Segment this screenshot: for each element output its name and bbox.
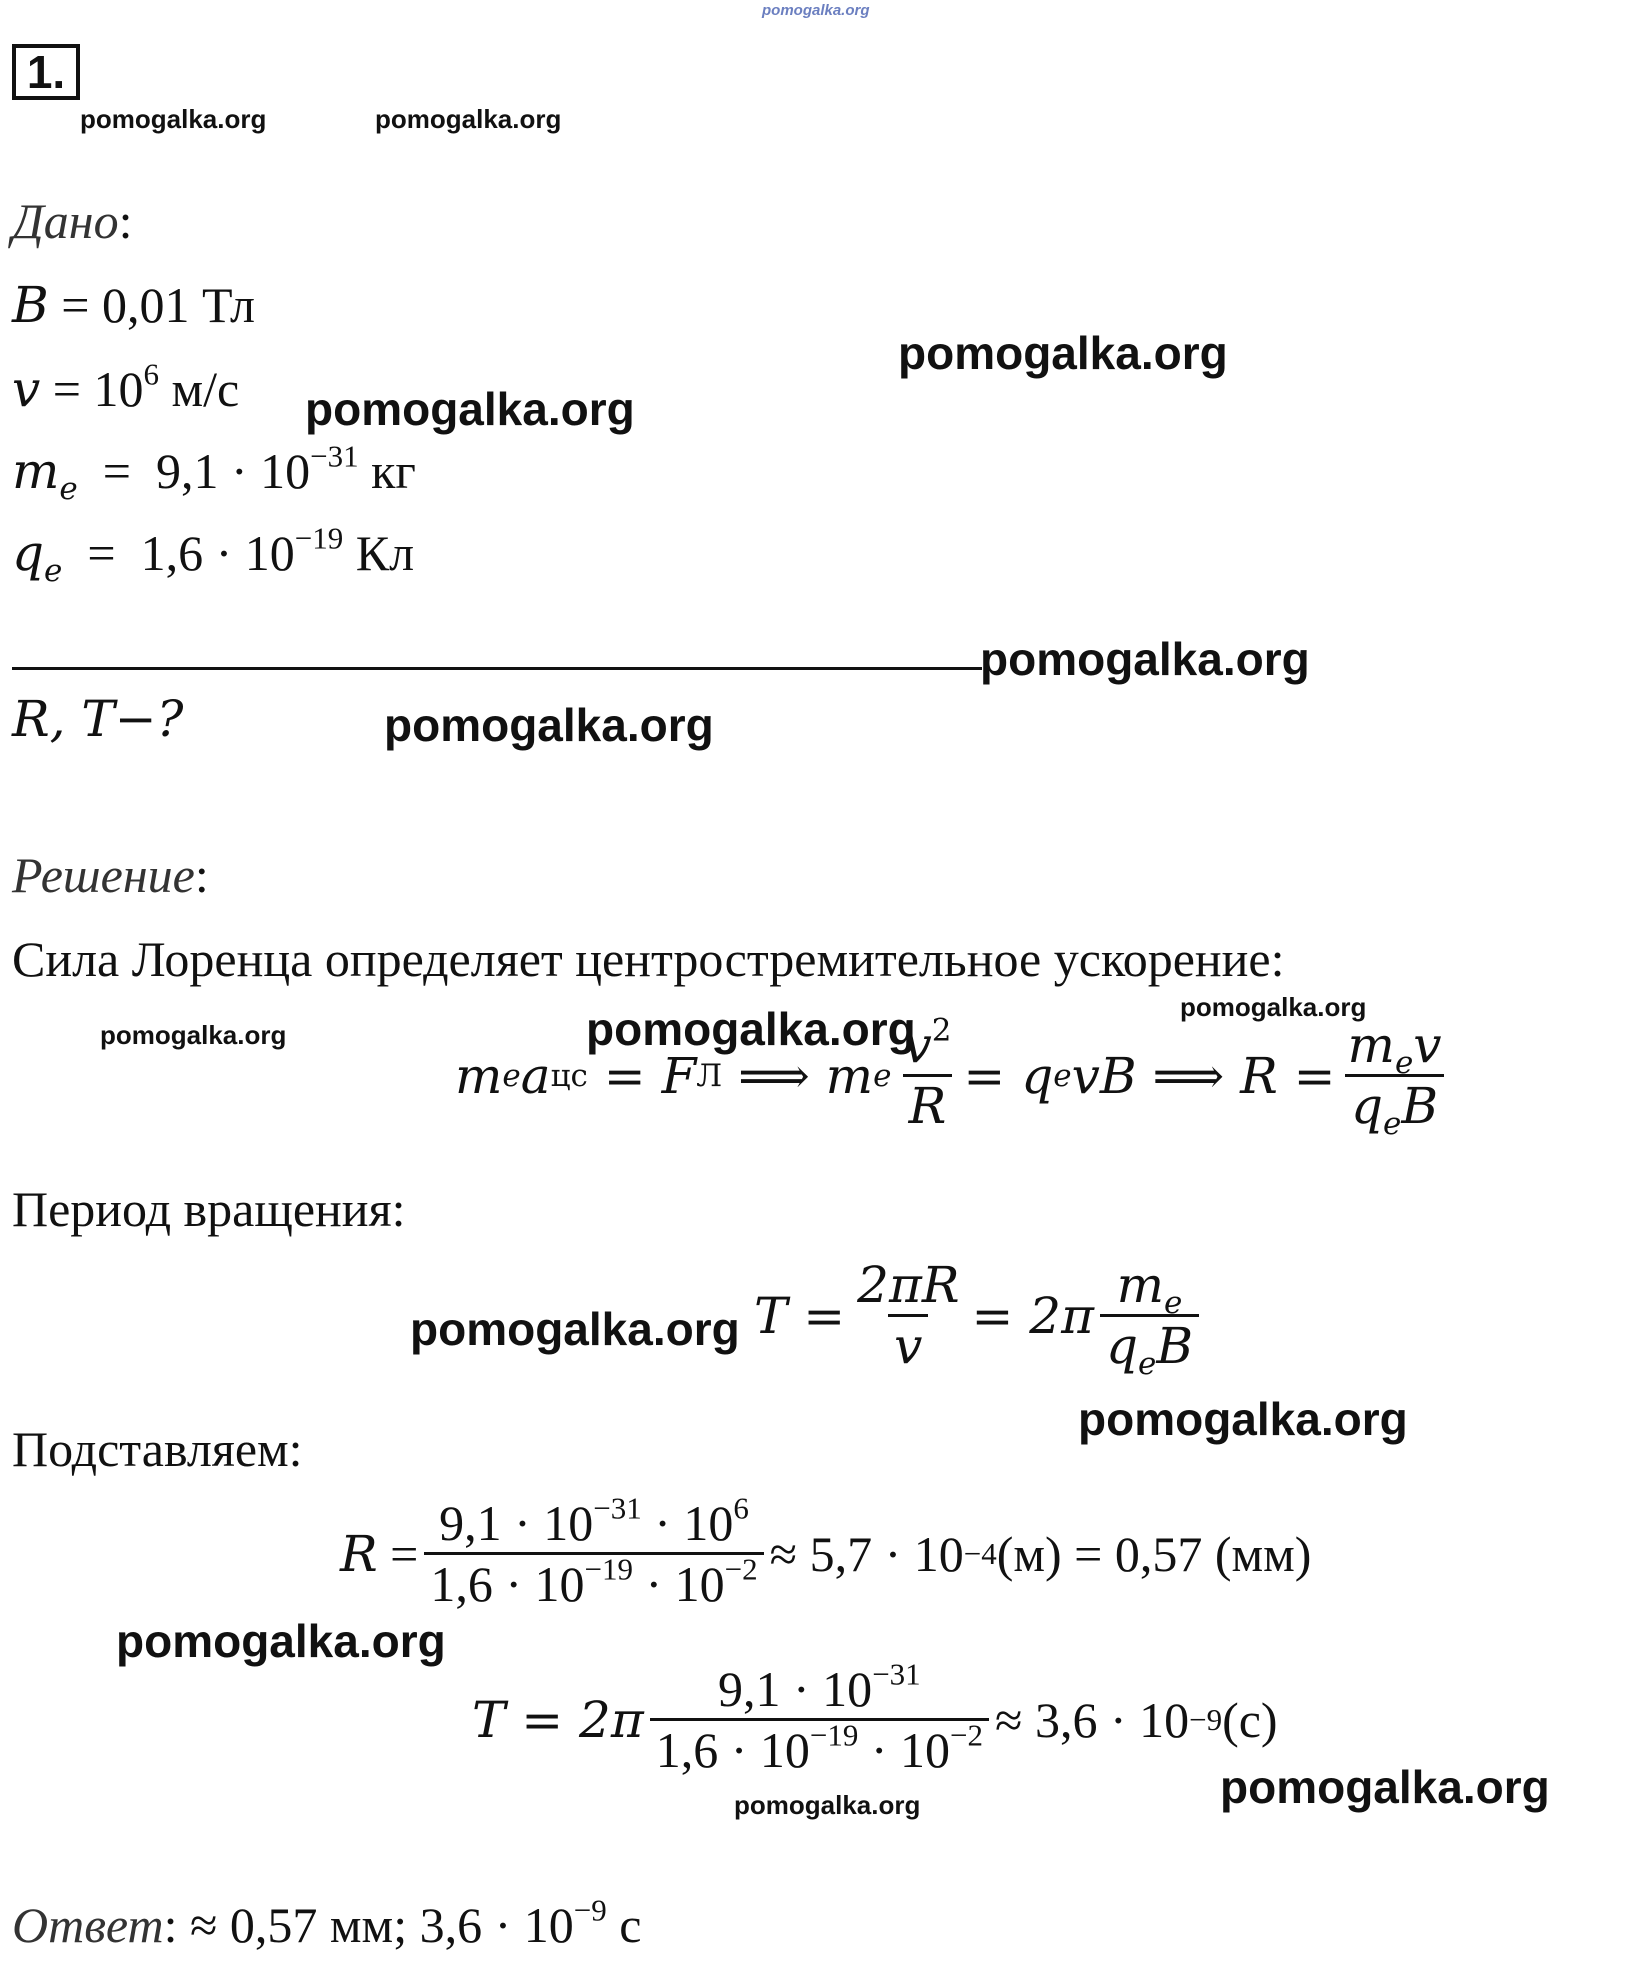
equation-period: T = $\frac{2\pi R}{v}$ = 2π $\frac{m_e}{q_eB}$ [754,1256,1205,1375]
watermark: pomogalka.org [586,1003,916,1055]
lorentz-text: Сила Лоренца определяет центростремительное ускорение: [12,931,1285,987]
watermark: pomogalka.org [1220,1761,1550,1813]
given-v: $v = 10^6$ м/с [12,356,240,418]
watermark: pomogalka.org [375,104,562,134]
given-qe: $q_e = 1,6 \cdot 10^{-19}$ Кл [12,520,415,589]
find: R, T−? [12,690,184,748]
solution-heading: Решение: [12,847,209,903]
divider [12,667,982,670]
watermark-top: pomogalka.org [762,2,870,19]
calc-R: R = $\frac{9,1 \cdot 10^{-31} \cdot 10^6}{1,6 \cdot 10^{-19} \cdot 10^{-2}}$ ≈ 5,7 · 10 −4 (м) = 0,57 (мм) [340,1490,1312,1612]
given-me: $m_e = 9,1 \cdot 10^{-31}$ кг [12,438,416,507]
period-text: Период вращения: [12,1181,406,1237]
equation-lorentz: m e a цс = F Л ⟹ m e $\frac{v^2}{R}$ = q e vB ⟹ R = $\frac{m_ev}{q_eB}$ [455,1016,1454,1135]
watermark: pomogalka.org [980,633,1310,685]
watermark: pomogalka.org [898,327,1228,379]
given-B: B = 0,01 Тл [12,276,255,334]
watermark: pomogalka.org [384,699,714,751]
watermark: pomogalka.org [100,1020,287,1050]
watermark: pomogalka.org [410,1303,740,1355]
problem-number: 1. [12,44,80,100]
given-heading: Дано: [12,193,133,249]
watermark: pomogalka.org [305,383,635,435]
watermark: pomogalka.org [116,1615,446,1667]
watermark: pomogalka.org [80,104,267,134]
calc-T: T = 2π $\frac{9,1 \cdot 10^{-31}}{1,6 \cdot 10^{-19} \cdot 10^{-2}}$ ≈ 3,6 · 10 −9 (с) [472,1656,1278,1778]
watermark: pomogalka.org [734,1790,921,1820]
substitute-text: Подставляем: [12,1421,303,1477]
answer: Ответ: ≈ 0,57 мм; $3,6 \cdot 10^{-9}$ с [12,1892,642,1953]
watermark: pomogalka.org [1180,992,1367,1022]
watermark: pomogalka.org [1078,1393,1408,1445]
